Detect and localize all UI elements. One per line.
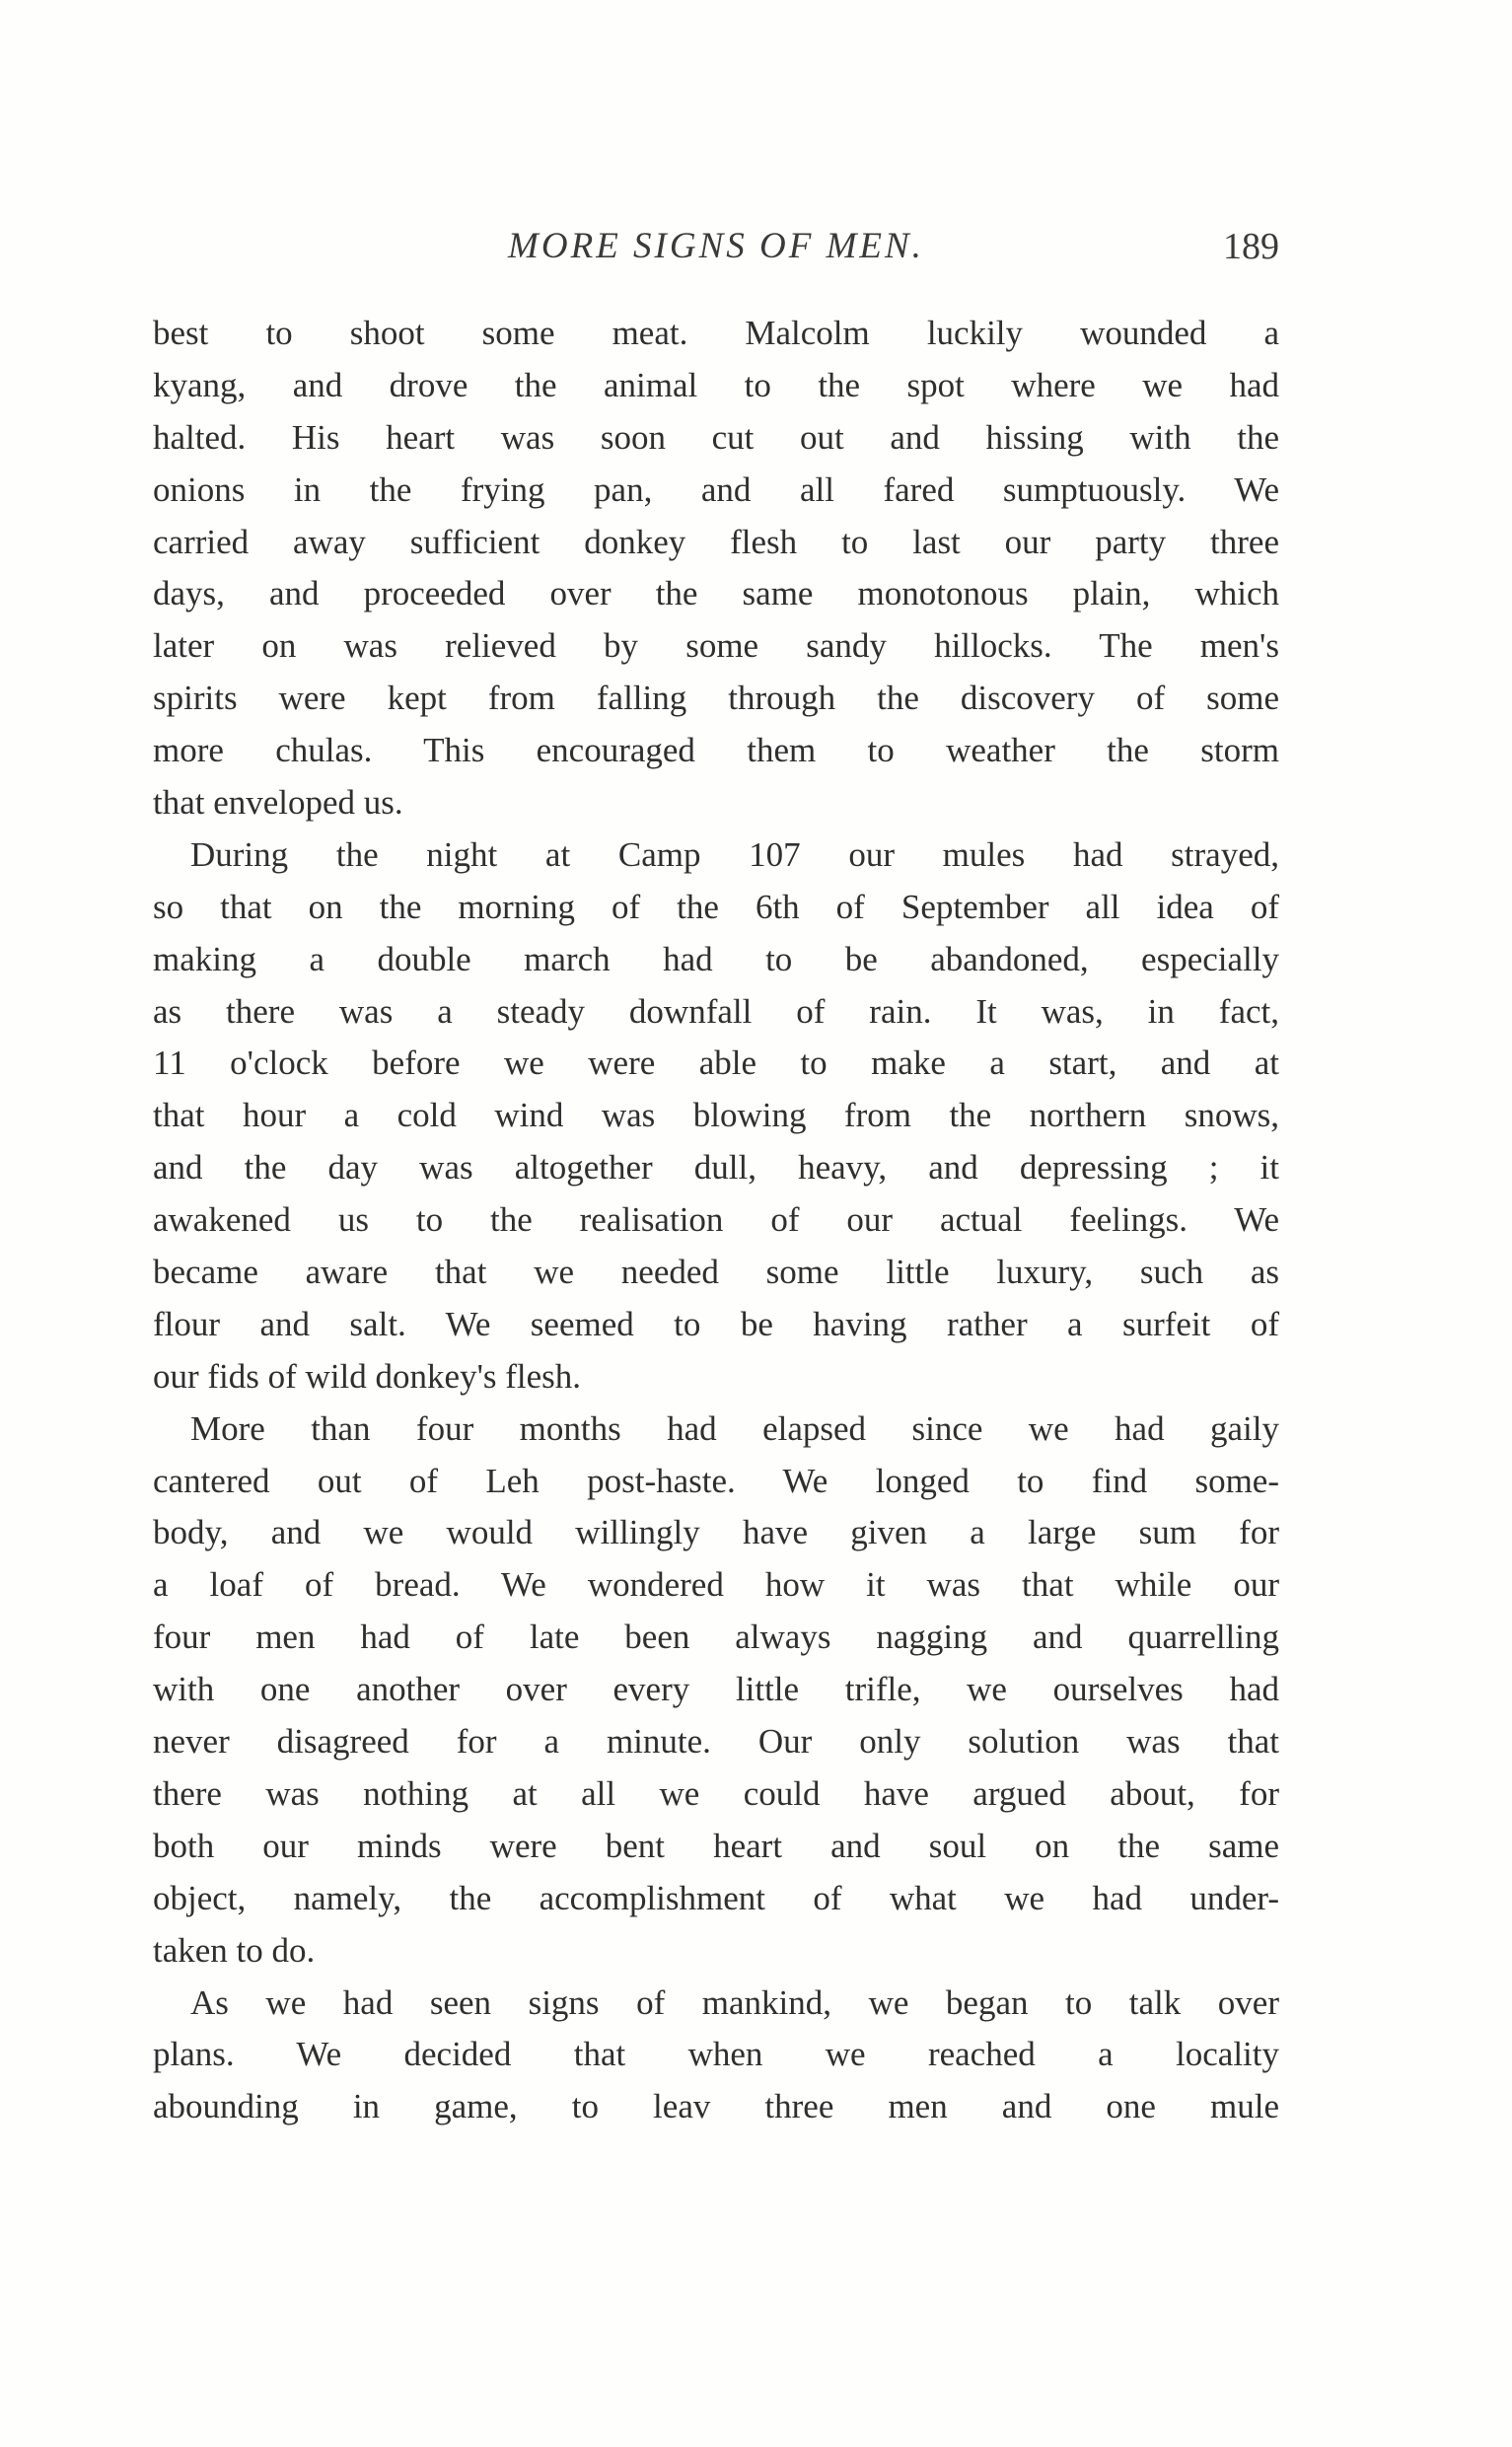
text-line: both our minds were bent heart and soul on the same — [153, 1826, 1279, 1865]
page-number: 189 — [1223, 226, 1279, 267]
text-line: days, and proceeded over the same monotonous plain, which — [153, 574, 1279, 613]
running-head — [153, 225, 1279, 274]
text-line: kyang, and drove the animal to the spot where we had — [153, 365, 1279, 404]
text-line: awakened us to the realisation of our actual feelings. We — [153, 1200, 1279, 1240]
text-line: making a double march had to be abandoned, especially — [153, 939, 1279, 978]
text-line: object, namely, the accomplishment of what we had under- — [153, 1878, 1279, 1917]
text-line: that enveloped us. — [153, 783, 403, 823]
text-line: a loaf of bread. We wondered how it was that while our — [153, 1565, 1279, 1605]
text-line: spirits were kept from falling through the discovery of some — [153, 679, 1279, 718]
text-line: 11 o'clock before we were able to make a start, and at — [153, 1044, 1279, 1083]
text-line: cantered out of Leh post-haste. We longed to find some- — [153, 1461, 1279, 1500]
text-line: later on was relieved by some sandy hillocks. The men's — [153, 626, 1279, 666]
text-line: four men had of late been always nagging and quarrelling — [153, 1618, 1279, 1657]
text-line: as there was a steady downfall of rain. It was, in fact, — [153, 991, 1279, 1031]
text-line: body, and we would willingly have given a large sum for — [153, 1513, 1279, 1552]
text-line: so that on the morning of the 6th of September all idea of — [153, 887, 1279, 926]
text-line: flour and salt. We seemed to be having rather a surfeit of — [153, 1304, 1279, 1343]
text-line: As we had seen signs of mankind, we began to talk over — [190, 1982, 1279, 2022]
text-line: more chulas. This encouraged them to weather the storm — [153, 731, 1279, 770]
text-line: During the night at Camp 107 our mules had strayed, — [190, 834, 1279, 874]
text-line: best to shoot some meat. Malcolm luckily wounded a — [153, 314, 1279, 352]
text-line: with one another over every little trifle, we ourselves had — [153, 1670, 1279, 1709]
running-title: MORE SIGNS OF MEN. — [508, 226, 924, 266]
text-line: plans. We decided that when we reached a locality — [153, 2035, 1279, 2074]
text-line: that hour a cold wind was blowing from the northern snows, — [153, 1096, 1279, 1135]
text-line: More than four months had elapsed since we had gaily — [190, 1408, 1279, 1448]
text-line: onions in the frying pan, and all fared sumptuously. We — [153, 469, 1279, 509]
text-line: never disagreed for a minute. Our only solution was that — [153, 1722, 1279, 1762]
text-line: and the day was altogether dull, heavy, and depressing ; it — [153, 1148, 1279, 1188]
text-line: became aware that we needed some little luxury, such as — [153, 1253, 1279, 1292]
text-line: abounding in game, to leav three men and one mule — [153, 2087, 1279, 2126]
text-line: carried away sufficient donkey flesh to last our party three — [153, 522, 1279, 561]
text-line: taken to do. — [153, 1930, 316, 1970]
text-line: our fids of wild donkey's flesh. — [153, 1356, 582, 1396]
text-line: halted. His heart was soon cut out and hissing with the — [153, 417, 1279, 457]
body-text — [153, 308, 1279, 2133]
text-line: there was nothing at all we could have argued about, for — [153, 1773, 1279, 1813]
